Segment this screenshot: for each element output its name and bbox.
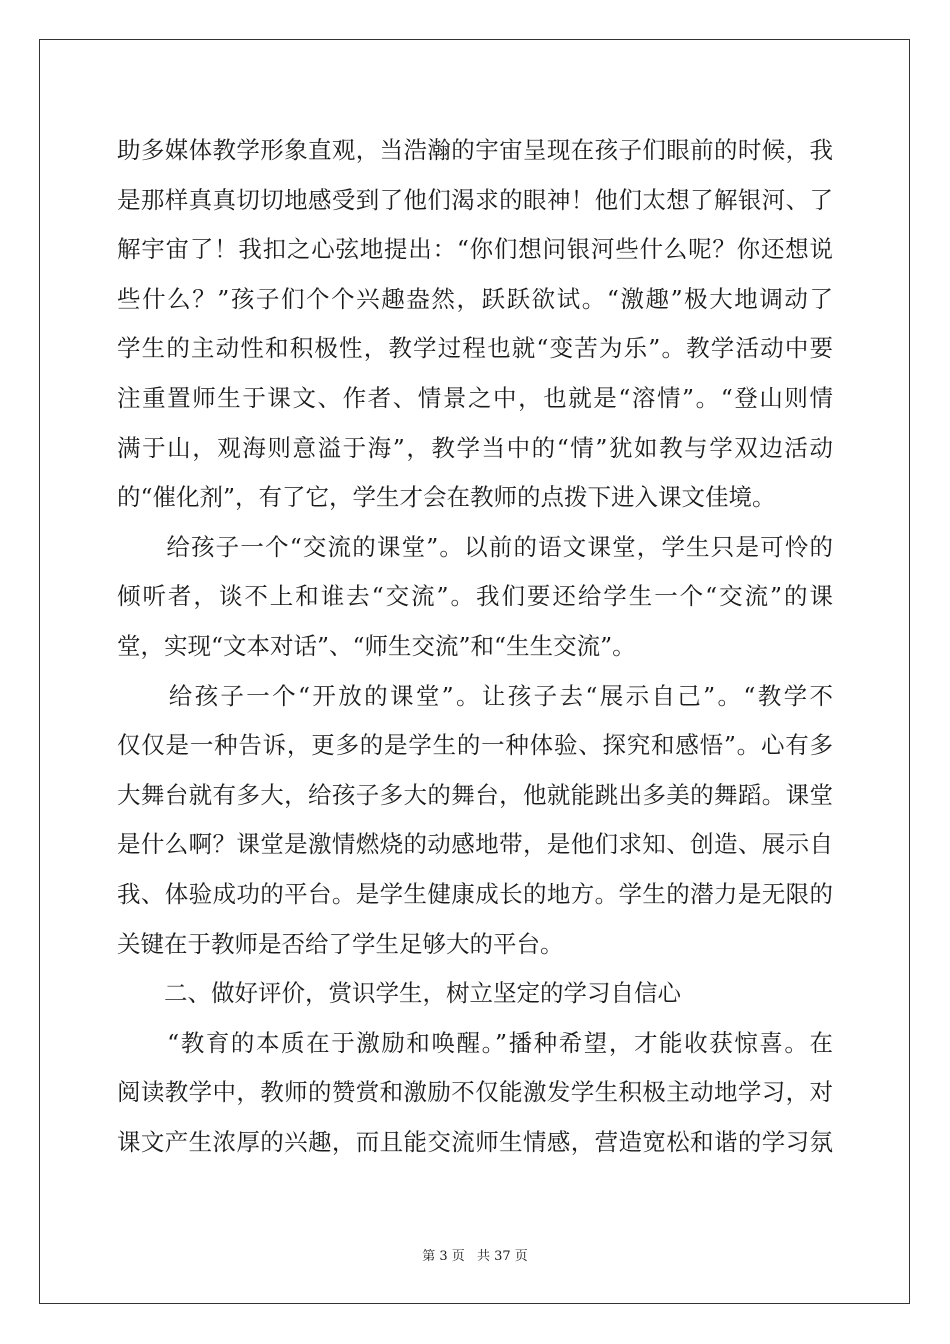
text-line: 是那样真真切切地感受到了他们渴求的眼神！他们太想了解银河、了 bbox=[117, 185, 833, 214]
text-line: 的“催化剂”，有了它，学生才会在教师的点拨下进入课文佳境。 bbox=[117, 483, 776, 512]
text-line: 助多媒体教学形象直观，当浩瀚的宇宙呈现在孩子们眼前的时候，我 bbox=[117, 136, 833, 164]
text-line: 给孩子一个“开放的课堂”。让孩子去“展示自己”。“教学不 bbox=[117, 681, 833, 710]
text-line: 解宇宙了！我扣之心弦地提出：“你们想问银河些什么呢？你还想说 bbox=[117, 235, 833, 264]
total-pages: 共 37 页 bbox=[476, 1249, 528, 1264]
text-line: 满于山，观海则意溢于海”，教学当中的“情”犹如教与学双边活动 bbox=[117, 433, 833, 462]
text-line: 二、做好评价，赏识学生，树立坚定的学习自信心 bbox=[117, 979, 681, 1008]
text-line: “教育的本质在于激励和唤醒。”播种希望，才能收获惊喜。在 bbox=[117, 1028, 833, 1057]
text-line: 关键在于教师是否给了学生足够大的平台。 bbox=[117, 929, 564, 958]
text-line: 给孩子一个“交流的课堂”。以前的语文课堂，学生只是可怜的 bbox=[117, 532, 833, 561]
page-number: 第 3 页 bbox=[422, 1249, 465, 1264]
text-line: 仅仅是一种告诉，更多的是学生的一种体验、探究和感悟”。心有多 bbox=[117, 731, 833, 760]
page-footer bbox=[0, 1245, 950, 1264]
text-line: 学生的主动性和积极性，教学过程也就“变苦为乐”。教学活动中要 bbox=[117, 334, 833, 363]
text-line: 倾听者，谈不上和谁去“交流”。我们要还给学生一个“交流”的课 bbox=[117, 582, 833, 611]
text-line: 是什么啊？课堂是激情燃烧的动感地带，是他们求知、创造、展示自 bbox=[117, 830, 833, 859]
text-line: 堂，实现“文本对话”、“师生交流”和“生生交流”。 bbox=[117, 631, 636, 660]
text-line: 课文产生浓厚的兴趣，而且能交流师生情感，营造宽松和谐的学习氛 bbox=[117, 1127, 833, 1156]
text-line: 大舞台就有多大，给孩子多大的舞台，他就能跳出多美的舞蹈。课堂 bbox=[117, 780, 833, 809]
text-line: 注重置师生于课文、作者、情景之中，也就是“溶情”。“登山则情 bbox=[117, 383, 833, 412]
text-line: 我、体验成功的平台。是学生健康成长的地方。学生的潜力是无限的 bbox=[117, 879, 833, 908]
text-line: 些什么？”孩子们个个兴趣盎然，跃跃欲试。“激趣”极大地调动了 bbox=[117, 284, 833, 313]
document-body bbox=[117, 126, 833, 1167]
text-line: 阅读教学中，教师的赞赏和激励不仅能激发学生积极主动地学习，对 bbox=[117, 1078, 833, 1107]
